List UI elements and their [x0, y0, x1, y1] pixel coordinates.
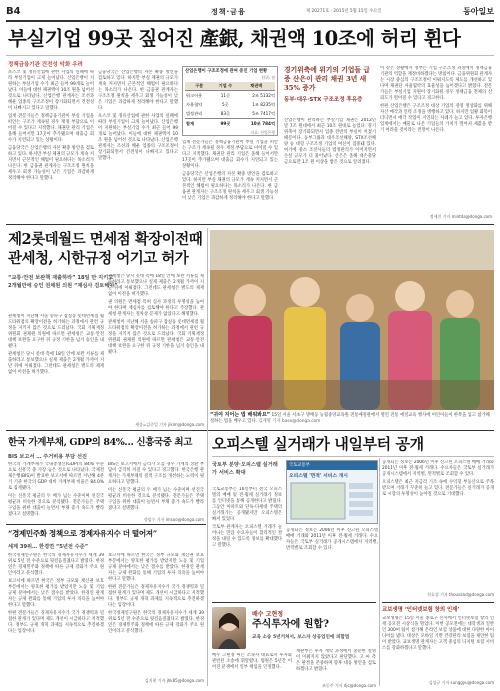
masthead-rule — [6, 20, 494, 22]
column-kicker: 배수 고현정 — [252, 611, 284, 618]
officetel-screen-figure — [286, 460, 378, 524]
column-byline: 조동주 기자 djc@donga.com — [321, 683, 376, 688]
debt-body-col1: 한국의 가계부채가 국내총생산(GDP)의 84% 수준으로 신흥국 중 가장 높은 것으로 나타났다. 국제결제은행(BIS)이 발표한 보고서에 따르면 지난해 4분기 기준 한국의 GDP 대비 가계부채 비율은 84.0%로 집계됐다. 이는 신흥국 평균의 두 배가 넘는 수준이며 선진국 평균과 비슷한 것으로 분석됐다. 전문가들은 주택 구입을 위한 대출이 늘면서 부채 증가 속도가 빨라졌다고 설명했다. — [8, 462, 104, 517]
screen-header — [287, 461, 377, 470]
dutyfree-subhead: “교통·안전 보완책 재출하라” 18일 만 지키고 2개월만에 승인 권채원 의원 “재심사 검토해야” — [8, 275, 118, 289]
section-label: 정책·금융 — [211, 8, 246, 16]
masthead — [6, 4, 494, 20]
photo-credit: 김재명 기자 base@donga.com — [258, 419, 321, 424]
divider — [212, 456, 494, 457]
column-separator — [207, 228, 208, 686]
sidebar-subtitle: 동부·대우·STX 구조조정 후유증 — [284, 97, 363, 103]
edu-byline: 김성규 기자 sunggyu@donga.com — [428, 680, 494, 685]
top-subhead: 정책금융기관 건전성 악화 우려 — [8, 62, 83, 68]
dutyfree-body-col1: 관세청이 지난해 서울 송파구 잠실동 롯데면세점 월드타워점의 확장이전을 허가하는 과정에서 관련 규정을 지키지 않은 것으로 드러났다. 국회 기획재정위원회 권채원 의원에 따르면 관세청은 교통·안전 대책 보완을 요구한 뒤 규정 기한을 넘겨 승인을 내줬다. 관세청은 당시 롯데 측에 18일 안에 보완 서류를 제출하라고 통보했으나 실제 제출은 2개월 가까이 지난 뒤에 이뤄졌다. 그런데도 관세청은 별도의 제재 없이 이전을 허가했다. — [8, 314, 104, 375]
edition-info: 제 20271호 · 2015년 5월 15일 수요일 — [306, 9, 382, 14]
debt-table — [185, 82, 275, 128]
top-body-col1: 포스코 및 정유산업에 관한 사업의 실패에 따라 부실기업이 크게 늘어났다. 산업은행이 지원하는 부실기업 수가 최근 들어 99개로 늘어났다. 이들에 대한 채권액이 10조 원을 넘어선 것으로 나타났다. 산업은행 관계자는 조선과 해운 업종의 구조조정이 장기화되면서 건전성이 나빠지고 있다고 말했다. 업계 전문가들은 정책금융기관이 부실 기업을 떠안는 구조가 계속될 경우 재정 부담으로 이어질 수 있다고 지적했다. 채권단 관리 기업은 올해 들어서만 17곳이 추가됐으며 대출금 회수가 지연되고 있는 상황이다. 금융당국은 산업은행의 자본 확충 방안을 검토하고 있다. 하지만 부실 채권의 규모가 계속 커지면서 근본적인 해법이 필요하다는 목소리가 나온다. 한 금융권 관계자는 구조조정 원칙을 세우고 회생 가능성이 낮은 기업은 과감하게 정리해야 한다고 말했다. — [8, 70, 94, 181]
table-header: 기업 수 — [213, 82, 237, 91]
economy-headline: “경제민주화 정책으로 경제자유지수 더 떨어져” — [8, 529, 157, 538]
economy-byline: 김지현 기자 jhk85@donga.com — [144, 678, 204, 683]
top-body-col4: 이 같은 상황에서 정부는 기업 구조조정 과정에서 정책금융기관의 역할을 재정비하겠다는 방침이다. 금융위원회 관계자는 시장 중심의 구조조정이 이뤄지도록 제도를 개선하고 있다며 채권단 자율협약의 효율성을 높이겠다고 밝혔다. 전문가들은 부실기업 지원이 장기화될 경우 정책금융 전체의 신뢰도가 떨어질 수 있다고 경고한다. 한편 산업은행은 구조조정 대상 기업의 경영 정상화를 위해 자산 매각과 인력 조정을 병행하고 있다. 하지만 업황 회복이 더디면서 매각 작업이 지연되는 사례가 늘고 있다. 투자은행 업계에서는 매물로 나온 기업들의 가치가 떨어져 제값을 받기 어려울 것이라는 전망이 나온다. — [380, 66, 492, 133]
column-title: 주식투자에 원합? — [252, 619, 329, 630]
debt-table-box — [182, 66, 278, 136]
section-rule — [6, 524, 206, 525]
caption-title: “귀여 지어는 법 배워봐요” — [210, 412, 271, 418]
table-row: 합계 99곳 10조 784억 — [185, 119, 275, 129]
sidebar-title: 경기위축에 위기의 기업들 급증 산은이 관리 채권 3년 새 35% 증가 — [284, 66, 370, 92]
officetel-body-col1: 국토교통부는 16일부터 전국 오피스텔의 매매 및 전·월세 실거래가 정보를 인터넷을 통해 공개한다고 밝혔다. 그동안 아파트와 단독·다세대 주택의 실거래가는 공개됐지만 오피스텔은 빠져 있었다. 국토부 관계자는 오피스텔 거래가 늘어나는 만큼 수요자들이 합리적인 결정을 내릴 수 있도록 정보를 확대했다고 말했다. — [212, 487, 282, 548]
economy-body-col1: 한국경제연구원은 한국의 경제자유지수가 세계 39위로 5년 전 수준으로 뒷걸음질쳤다고 밝혔다. 한경연은 경제민주화 정책에 따른 규제 강화가 주요 원인이라고 분석했다. 보고서에 따르면 한국은 정부 규모와 재산권 보호 부문에서는 양호한 평가를 받았지만 노동 및 기업 규제 분야에서는 낮은 점수를 받았다. 한경연 관계자는 규제 완화를 통해 기업의 투자 의욕을 높여야 한다고 말했다. 한편 전문가들은 경제자유지수가 국가 경쟁력과 밀접한 관계가 있다며 제도 개선이 시급하다고 지적했다. 정부도 규제 개혁 과제를 지속적으로 추진하겠다는 입장이다. — [8, 553, 104, 634]
section-rule — [6, 430, 494, 431]
edu-box — [382, 602, 494, 688]
brand-logo: 동아일보 — [463, 6, 494, 16]
economy-subhead: 세계 39위… 한경연 “5년전 수준” — [8, 544, 89, 550]
table-row: 법정관리 83곳 5조 7417억 — [186, 110, 275, 116]
portrait-illustration — [212, 607, 246, 649]
photo-illustration — [210, 230, 494, 410]
portrait-photo — [212, 607, 246, 649]
column-box — [212, 602, 376, 688]
page-number: B4 — [6, 6, 21, 17]
column-body-col1: 배우 고현정 씨는 소속사 대표로서 투자와 관련된 소송에 휘말렸다. 법원은 5년간 이어진 분쟁에서 일부 책임을 인정했다. — [212, 653, 292, 670]
table-header: 채권액 — [238, 82, 276, 91]
photo-caption — [210, 412, 494, 425]
edu-title: 교보생명 ‘인터넷보험 창의 인재’ — [382, 607, 460, 613]
top-sidebar-head — [284, 66, 376, 104]
table-unit: 단위: 원 — [261, 75, 275, 80]
debt-headline: 한국 가계부채, GDP의 84%… 신흥국중 최고 — [8, 437, 192, 448]
top-body-col2b: 업계 전문가들은 정책금융기관이 부실 기업을 떠안는 구조가 계속될 경우 재정 부담으로 이어질 수 있다고 지적했다. 채권단 관리 기업은 올해 들어서만 17곳이 추가됐으며 대출금 회수가 지연되고 있는 상황이다. 금융당국은 산업은행의 자본 확충 방안을 검토하고 있다. 하지만 부실 채권의 규모가 계속 커지면서 근본적인 해법이 필요하다는 목소리가 나온다. 한 금융권 관계자는 구조조정 원칙을 세우고 회생 가능성이 낮은 기업은 과감하게 정리해야 한다고 말했다. — [182, 140, 278, 201]
top-body-col1b: 금융당국은 산업은행의 자본 확충 방안을 검토하고 있다. 하지만 부실 채권의 규모가 계속 커지면서 근본적인 해법이 필요하다는 목소리가 나온다. 한 금융권 관계자는 구조조정 원칙을 세우고 회생 가능성이 낮은 기업은 과감하게 정리해야 한다고 말했다. 포스코 및 정유산업에 관한 사업의 실패에 따라 부실기업이 크게 늘어났다. 산업은행이 지원하는 부실기업 수가 최근 들어 99개로 늘어났다. 이들에 대한 채권액이 10조 원을 넘어선 것으로 나타났다. 산업은행 관계자는 조선과 해운 업종의 구조조정이 장기화되면서 건전성이 나빠지고 있다고 말했다. — [98, 70, 178, 161]
section-rule — [6, 224, 494, 225]
debt-body-col2: BIS는 보고서에서 금리가 오를 경우 가계의 상환 부담이 급격히 커질 수 있다고 경고했다. 한국은행 관계자는 가계부채의 질적 구조를 개선하는 노력이 필요하다고 말했다. 이는 신흥국 평균의 두 배가 넘는 수준이며 선진국 평균과 비슷한 것으로 분석됐다. 전문가들은 주택 구입을 위한 대출이 늘면서 부채 증가 속도가 빨라졌다고 설명했다. — [108, 462, 204, 511]
economy-body-col2: 보고서에 따르면 한국은 정부 규모와 재산권 보호 부문에서는 양호한 평가를 받았지만 노동 및 기업 규제 분야에서는 낮은 점수를 받았다. 한경연 관계자는 규제 완화를 통해 기업의 투자 의욕을 높여야 한다고 말했다. 한편 전문가들은 경제자유지수가 국가 경쟁력과 밀접한 관계가 있다며 제도 개선이 시급하다고 지적했다. 정부도 규제 개혁 과제를 지속적으로 추진하겠다는 입장이다. 한국경제연구원은 한국의 경제자유지수가 세계 39위로 5년 전 수준으로 뒷걸음질쳤다고 밝혔다. 한경연은 경제민주화 정책에 따른 규제 강화가 주요 원인이라고 분석했다. — [108, 553, 204, 634]
dutyfree-headline: 제2롯데월드 면세점 확장이전때 관세청, 시한규정 어기고 허가 — [8, 231, 203, 267]
caption-text: 15일 서울 서초구 방배동 농협중앙교육원 전통예절관에서 열린 전통 예절교육 행사에 어린이들이 한복을 입고 참가해 절하는 법을 배우고 있다. — [210, 413, 490, 424]
debt-byline: 정임수 기자 imsoo@donga.com — [143, 517, 204, 522]
screen-brand: 국토교통부 — [289, 463, 310, 468]
top-body-col3: 산업은행이 관리하는 부실기업 채권은 2012년 말 7조 원대에서 최근 10조 원대로 늘었다. 경기 위축이 장기화되면서 업종 전반의 부실이 커졌기 때문이다. 동부그룹과 대우조선해양, STX조선해양 등 대형 구조조정 기업의 여신이 집중돼 있다. 여기에 중소 조선사들의 법정관리가 이어지면서 손실 규모가 더 불어났다. 산은은 올해 대손충당금으로만 1조 원 이상을 쌓은 것으로 알려졌다. — [284, 118, 376, 165]
dutyfree-body-col2: 관세청은 당시 롯데 측에 18일 안에 보완 서류를 제출하라고 통보했으나 실제 제출은 2개월 가까이 지난 뒤에 이뤄졌다. 그런데도 관세청은 별도의 제재 없이 이전을 허가했다. 권 의원은 면세점 특허 심사 과정의 투명성을 높여야 한다며 재심사를 검토해야 한다고 주장했다. 관세청 관계자는 절차상 문제가 없었다고 해명했다. 관세청이 지난해 서울 송파구 잠실동 롯데면세점 월드타워점의 확장이전을 허가하는 과정에서 관련 규정을 지키지 않은 것으로 드러났다. 국회 기획재정위원회 권채원 의원에 따르면 관세청은 교통·안전 대책 보완을 요구한 뒤 규정 기한을 넘겨 승인을 내줬다. — [108, 274, 204, 355]
table-header: 구분 — [185, 82, 213, 91]
screen-title: 오피스텔 '면적' 서비스 개시 — [289, 474, 348, 479]
top-headline: 부실기업 99곳 짚어진 產銀, 채권액 10조에 허리 휜다 — [8, 27, 461, 50]
edu-body: 교보생명은 15일 서울 종로구 본사에서 인터넷보험 창의 인재 공모전 시상식을 열었다. 이번 공모전에는 대학생과 일반인 300여 팀이 참가해 온라인 보험 상품에 대한 다양한 아이디어를 냈다. 대상은 모바일 기반 건강관리 보험을 제안한 팀이 받았다. 교보생명 관계자는 고객 중심의 디지털 보험 서비스를 강화하겠다고 말했다. — [382, 616, 494, 651]
table-title: 산업은행이 구조조정에 관여 중인 기업 현황 — [185, 69, 268, 74]
table-row: 자율협약 5곳 1조 8235억 — [186, 101, 275, 107]
column-lead: 교육 소송 5년거쳐서, 보스자 상공업인에 피합법 — [252, 635, 350, 640]
officetel-body-col3: 공개되는 정보는 2006년 이후 신고된 오피스텔 매매 거래와 2011년 이후 전·월세 거래다. 수요자들은 국토부 실거래가 공개시스템에서 지역별, 면적별로 조회할 수 있다. 오피스텔은 최근 저금리 기조 속에 수익형 부동산으로 주목받으며 거래가 꾸준히 늘고 있다. 전문가들은 실거래가 공개로 시장의 투명성이 높아질 것으로 기대했다. — [382, 460, 494, 497]
table-source: 자료: 산업은행 — [250, 130, 275, 135]
debt-subhead: BIS 보고서 … 주거비용 부담 선진 — [8, 454, 87, 460]
table-row: 워크아웃 11곳 2조 5132억 — [186, 92, 275, 98]
divider — [6, 55, 494, 56]
screen-map — [287, 481, 377, 523]
column-body-col2: 재판부는 투자 계약 과정에서 충분한 설명이 이뤄지지 않았다고 판단했다. 고 씨 측은 판결을 존중하며 향후 대응 방안을 검토하겠다고 밝혔다. — [296, 649, 376, 672]
column-separator — [379, 458, 380, 686]
top-byline: 정세진 기자 mint4a@donga.com — [429, 214, 492, 219]
officetel-headline: 오피스텔 실거래가 내일부터 공개 — [212, 435, 424, 453]
officetel-subhead: 국토부 분양·오피스텔 실거래가 서비스 확대 — [212, 462, 278, 476]
officetel-byline: 천호성 기자 thousand@donga.com — [427, 592, 494, 597]
officetel-body-col2: 공개되는 정보는 2006년 이후 신고된 오피스텔 매매 거래와 2011년 이후 전·월세 거래다. 수요자들은 국토부 실거래가 공개시스템에서 지역별, 면적별로 조회할 수 있다. — [286, 528, 378, 551]
dutyfree-byline: 세종=김준일 기자 jikim@donga.com — [135, 422, 204, 427]
children-hanbok-photo — [210, 230, 494, 410]
